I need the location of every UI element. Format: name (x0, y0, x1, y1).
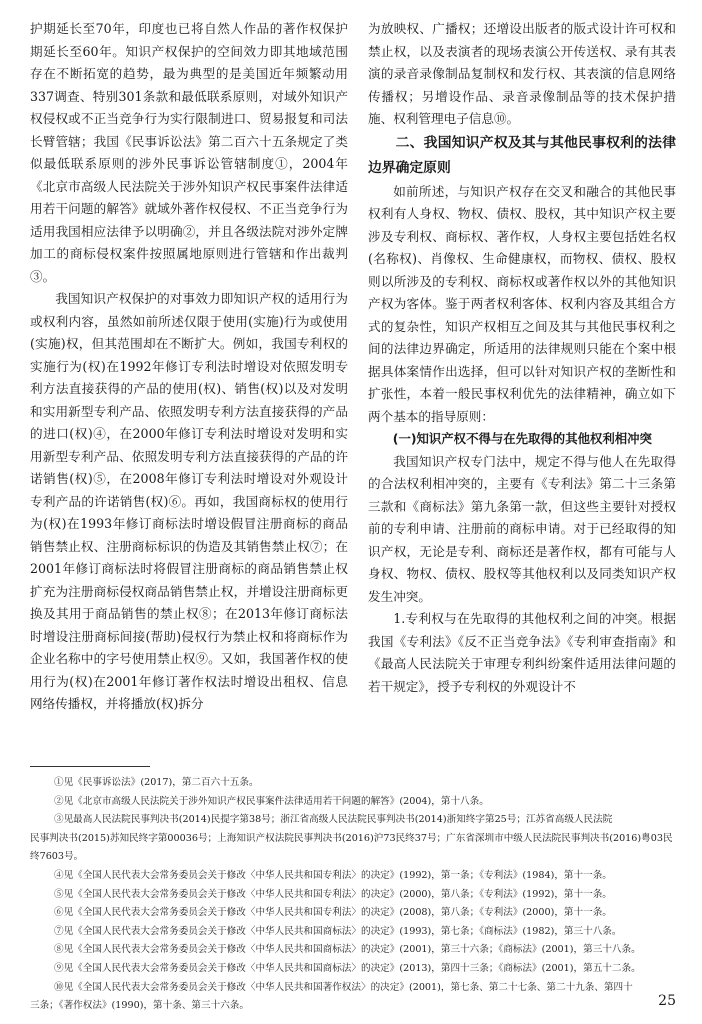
body-paragraph: 如前所述，与知识产权存在交叉和融合的其他民事权利有人身权、物权、债权、股权，其中知识产权主要涉及专利权、商标权、著作权，人身权主要包括姓名权(名称权)、肖像权、生命健康权，而物权、债权、股权则以所涉及的专利权、商标权或著作权以外的其他知识产权为客体。鉴于两者权利客体、权利内容及其组合方式的复杂性，知识产权相互之间及其与其他民事权利之间的法律边界确定，所适用的法律规则只能在个案中根据具体案情作出选择，但可以针对知识产权的垄断性和扩张性，本着一般民事权利优先的法律精神，确立如下两个基本的指导原则： (368, 183, 676, 424)
footnotes (30, 774, 676, 1016)
page-number: 25 (658, 993, 676, 1009)
body-paragraph: 1.专利权与在先取得的其他权利之间的冲突。根据我国《专利法》《反不正当竞争法》《专利审查指南》和《最高人民法院关于审理专利纠纷案件适用法律问题的若干规定》，授予专利权的外观设计不 (368, 611, 676, 694)
footnote: ④见《全国人民代表大会常务委员会关于修改〈中华人民共和国专利法〉的决定》(1992)，第一条；《专利法》(1984)，第十一条。 (54, 869, 612, 881)
body-paragraph: 我国知识产权保护的对事效力即知识产权的适用行为或权利内容，虽然如前所述仅限于使用(实施)行为或使用(实施)权，但其范围却在不断扩大。例如，我国专利权的实施行为(权)在1992年修订专利法时增设对依照发明专利方法直接获得的产品的使用(权)、销售(权)以及对发明和实用新型专利产品、依照发明专利方法直接获得的产品的进口(权)④，在2000年修订专利法时增设对发明和实用新型专利产品、依照发明专利方法直接获得的产品的许诺销售(权)⑤，在2008年修订专利法时增设对外观设计专利产品的许诺销售(权)⑥。再如，我国商标权的使用行为(权)在1993年修订商标法时增设假冒注册商标的商品销售禁止权、注册商标标识的伪造及其销售禁止权⑦；在2001年修订商标法时将假冒注册商标的商品销售禁止权扩充为注册商标侵权商品销售禁止权，并增设注册商标更换及其用于商品销售的禁止权⑧；在2013年修订商标法时增设注册商标间接(帮助)侵权行为禁止权和将商标作为企业名称中的字号使用禁止权⑨。又如，我国著作权的使用行为(权)在2001年修订著作权法时增设出租权、信息网络传播权，并将播放(权)拆分 (30, 291, 348, 711)
body-paragraph: 护期延长至70年，印度也已将自然人作品的著作权保护期延长至60年。知识产权保护的空间效力即其地域范围存在不断拓宽的趋势，最为典型的是美国近年频繁动用337调查、特别301条款和最低联系原则，对域外知识产权侵权或不正当竞争行为实行限制进口、贸易报复和司法长臂管辖；我国《民事诉讼法》第二百六十五条规定了类似最低联系原则的涉外民事诉讼管辖制度①，2004年《北京市高级人民法院关于涉外知识产权民事案件法律适用若干问题的解答》就域外著作权侵权、不正当竞争行为适用我国相应法律予以明确②，并且各级法院对涉外定牌加工的商标侵权案件按照属地原则进行管辖和作出裁判③。 (30, 21, 348, 284)
section-heading: 二、我国知识产权及其与其他民事权利的法律边界确定原则 (368, 134, 676, 176)
body-paragraph: 为放映权、广播权；还增设出版者的版式设计许可权和禁止权，以及表演者的现场表演公开传送权、录有其表演的录音录像制品复制权和发行权、其表演的信息网络传播权；另增设作品、录音录像制品等的技术保护措施、权利管理电子信息⑩。 (368, 21, 676, 126)
left-column (30, 18, 348, 716)
footnote: ⑨见《全国人民代表大会常务委员会关于修改〈中华人民共和国商标法〉的决定》(2013)，第四十三条；《商标法》(2001)，第五十二条。 (54, 962, 641, 974)
footnote-continuation: 三条；《著作权法》(1990)，第十条、第三十六条。 (30, 1000, 249, 1012)
footnote: ⑥见《全国人民代表大会常务委员会关于修改〈中华人民共和国专利法〉的决定》(2008)，第八条；《专利法》(2000)，第十一条。 (54, 907, 612, 919)
right-column (368, 18, 676, 698)
footnote: ③见最高人民法院民事判决书(2014)民提字第38号；浙江省高级人民法院民事判决书(2014)浙知终字第25号；江苏省高级人民法院 (54, 814, 613, 826)
footnote-continuation: 民事判决书(2015)苏知民终字第00036号；上海知识产权法院民事判决书(2016)沪73民终37号；广东省深圳市中级人民法院民事判决书(2016)粤03民终7603号。 (30, 832, 673, 863)
footnote: ⑤见《全国人民代表大会常务委员会关于修改〈中华人民共和国专利法〉的决定》(2000)，第八条；《专利法》(1992)，第十一条。 (54, 888, 612, 900)
footnote-divider (30, 766, 150, 767)
footnote: ⑧见《全国人民代表大会常务委员会关于修改〈中华人民共和国商标法〉的决定》(2001)，第三十六条；《商标法》(2001)，第三十八条。 (54, 944, 641, 956)
subsection-heading: (一)知识产权不得与在先取得的其他权利相冲突 (392, 431, 652, 446)
footnote: ②见《北京市高级人民法院关于涉外知识产权民事案件法律适用若干问题的解答》(2004)，第十八条。 (54, 795, 489, 807)
footnote: ①见《民事诉讼法》(2017)，第二百六十五条。 (54, 777, 259, 788)
footnote: ⑦见《全国人民代表大会常务委员会关于修改〈中华人民共和国商标法〉的决定》(1993)，第七条；《商标法》(1982)，第三十八条。 (54, 925, 622, 937)
footnote: ⑩见《全国人民代表大会常务委员会关于修改〈中华人民共和国著作权法〉的决定》(2001)，第七条、第二十七条、第二十九条、第四十 (54, 981, 633, 993)
body-paragraph: 我国知识产权专门法中，规定不得与他人在先取得的合法权利相冲突的，主要有《专利法》第二十三条第三款和《商标法》第九条第一款，但这些主要针对授权前的专利申请、注册前的商标申请。对于已经取得的知识产权，无论是专利、商标还是著作权，都有可能与人身权、物权、债权、股权等其他权利以及同类知识产权发生冲突。 (368, 453, 676, 604)
